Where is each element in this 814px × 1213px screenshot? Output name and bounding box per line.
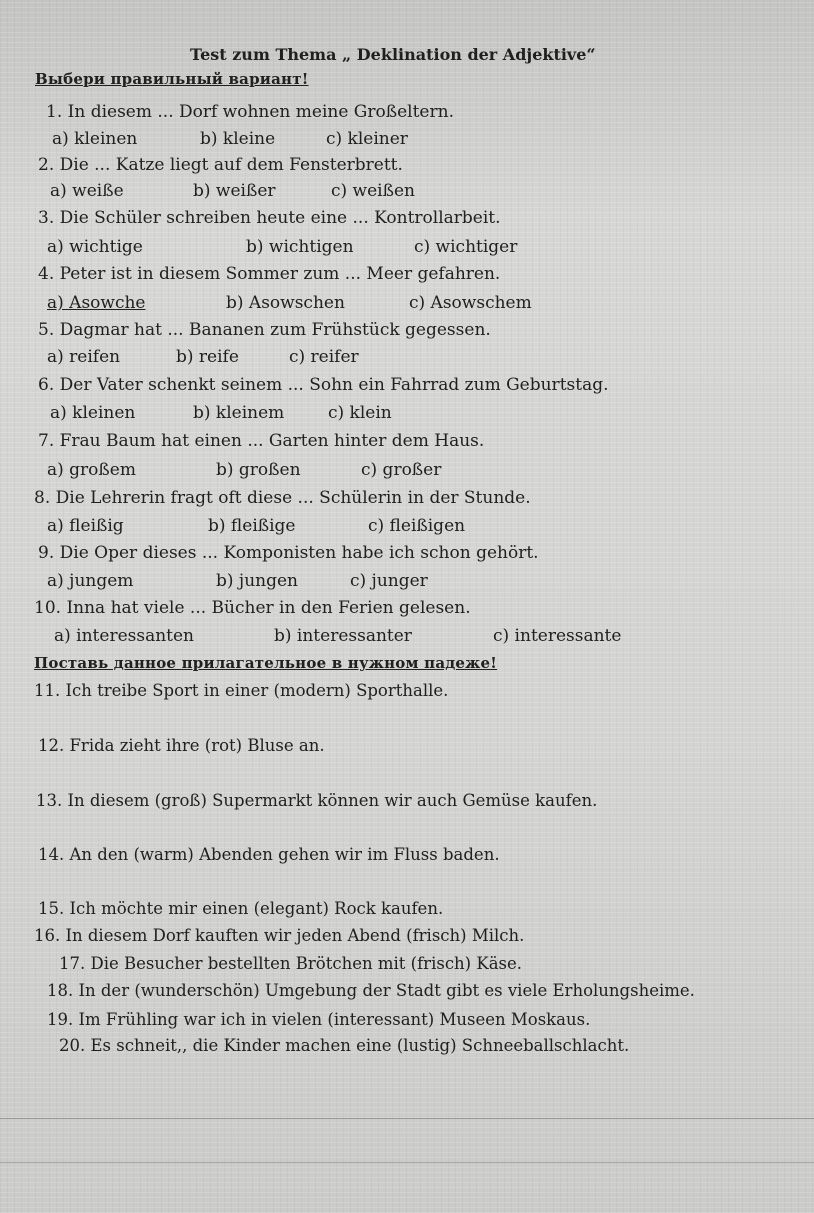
task-19: 19. Im Frühling war ich in vielen (interessant) Museen Moskaus. — [47, 1010, 591, 1029]
question-5-text: 5. Dagmar hat ... Bananen zum Frühstück gegessen. — [38, 320, 491, 340]
table-rule — [0, 1162, 814, 1163]
option-c: c) fleißigen — [368, 516, 466, 536]
option-a: a) großem — [47, 460, 136, 480]
option-a: a) fleißig — [47, 516, 124, 536]
option-a: a) wichtige — [47, 237, 143, 257]
question-2-text: 2. Die ... Katze liegt auf dem Fensterbrett. — [38, 155, 403, 175]
option-b: b) kleine — [200, 129, 276, 149]
option-c: c) Asowschem — [409, 293, 532, 313]
option-b: b) jungen — [216, 571, 298, 591]
task-14: 14. An den (warm) Abenden gehen wir im Fluss baden. — [38, 845, 500, 864]
option-c: c) reifer — [289, 347, 359, 367]
option-c: c) junger — [350, 571, 428, 591]
option-c: c) kleiner — [326, 129, 408, 149]
option-b: b) interessanter — [274, 626, 412, 646]
option-a: a) Asowche — [47, 293, 146, 313]
question-1-text: 1. In diesem ... Dorf wohnen meine Großeltern. — [46, 102, 454, 122]
option-b: b) wichtigen — [246, 237, 354, 257]
question-7-text: 7. Frau Baum hat einen ... Garten hinter dem Haus. — [38, 431, 485, 451]
task-17: 17. Die Besucher bestellten Brötchen mit (frisch) Käse. — [59, 954, 523, 973]
table-rule — [0, 1118, 814, 1119]
question-4-text: 4. Peter ist in diesem Sommer zum ... Meer gefahren. — [38, 264, 501, 284]
question-6-text: 6. Der Vater schenkt seinem ... Sohn ein Fahrrad zum Geburtstag. — [38, 375, 609, 395]
option-b: b) fleißige — [208, 516, 296, 536]
task-13: 13. In diesem (groß) Supermarkt können wir auch Gemüse kaufen. — [36, 791, 598, 810]
question-10-text: 10. Inna hat viele ... Bücher in den Ferien gelesen. — [34, 598, 471, 618]
option-a: a) weiße — [50, 181, 124, 201]
option-b: b) weißer — [193, 181, 276, 201]
option-a: a) reifen — [47, 347, 121, 367]
task-20: 20. Es schneit,, die Kinder machen eine (lustig) Schneeballschlacht. — [59, 1036, 630, 1055]
option-a: a) kleinen — [52, 129, 138, 149]
task-15: 15. Ich möchte mir einen (elegant) Rock kaufen. — [38, 899, 444, 918]
option-c: c) wichtiger — [414, 237, 518, 257]
option-b: b) Asowschen — [226, 293, 345, 313]
option-a: a) jungem — [47, 571, 134, 591]
option-c: c) klein — [328, 403, 392, 423]
instruction-choose: Выбери правильный вариант! — [35, 70, 309, 88]
task-12: 12. Frida zieht ihre (rot) Bluse an. — [38, 736, 325, 755]
option-b: b) großen — [216, 460, 301, 480]
option-a: a) interessanten — [54, 626, 195, 646]
task-18: 18. In der (wunderschön) Umgebung der Stadt gibt es viele Erholungsheime. — [47, 981, 695, 1000]
task-11: 11. Ich treibe Sport in einer (modern) Sporthalle. — [34, 681, 449, 700]
question-3-text: 3. Die Schüler schreiben heute eine ... Kontrollarbeit. — [38, 208, 501, 228]
option-c: c) weißen — [331, 181, 415, 201]
option-c: c) interessante — [493, 626, 622, 646]
question-8-text: 8. Die Lehrerin fragt oft diese ... Schülerin in der Stunde. — [34, 488, 531, 508]
option-b: b) reife — [176, 347, 239, 367]
option-b: b) kleinem — [193, 403, 285, 423]
worksheet-title: Test zum Thema „ Deklination der Adjektive“ — [190, 45, 596, 64]
option-c: c) großer — [361, 460, 442, 480]
question-9-text: 9. Die Oper dieses ... Komponisten habe ich schon gehört. — [38, 543, 539, 563]
instruction-put-in-case: Поставь данное прилагательное в нужном падеже! — [34, 654, 498, 672]
task-16: 16. In diesem Dorf kauften wir jeden Abend (frisch) Milch. — [34, 926, 525, 945]
option-a: a) kleinen — [50, 403, 136, 423]
